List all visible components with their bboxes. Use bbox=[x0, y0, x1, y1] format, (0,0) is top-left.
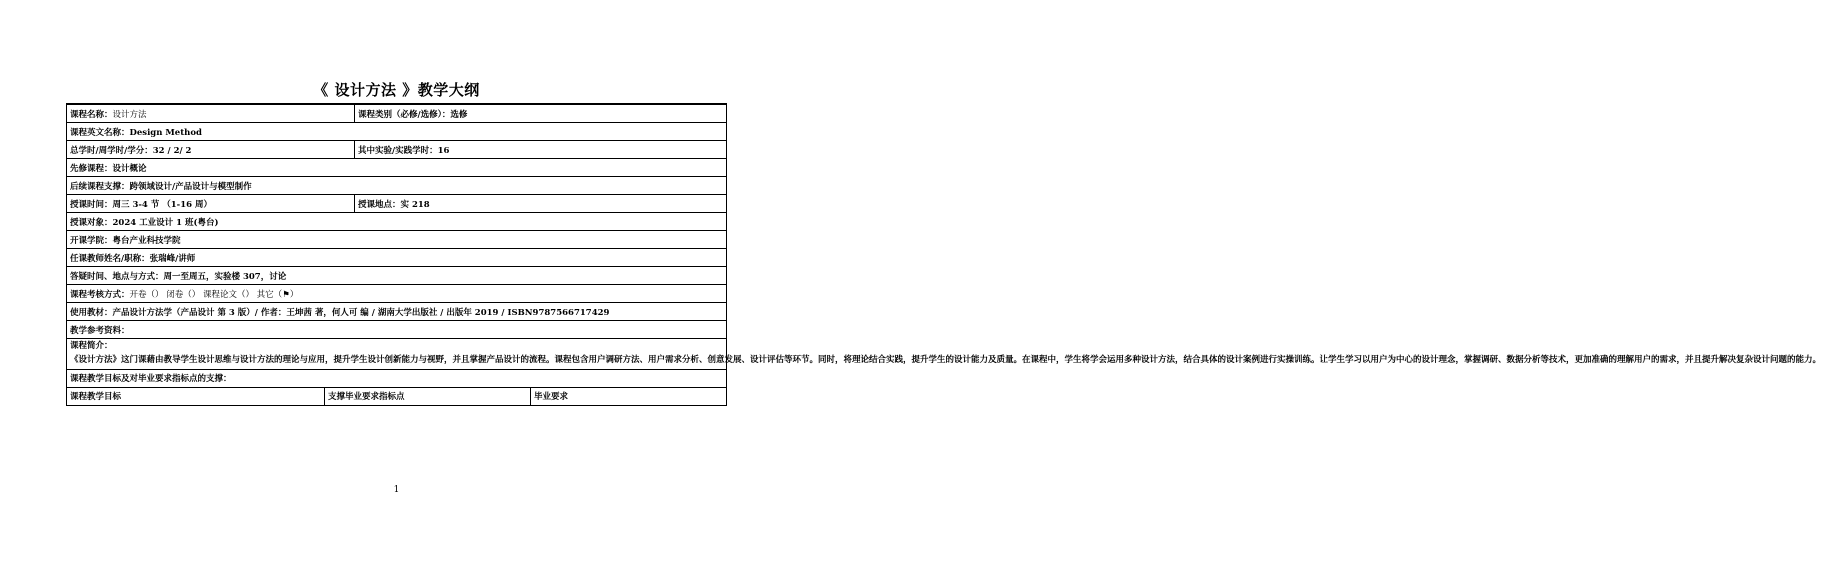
row-textbook bbox=[67, 303, 727, 321]
qa-cell bbox=[67, 267, 727, 285]
objectives-cell bbox=[67, 369, 727, 387]
row-college bbox=[67, 231, 727, 249]
row-qa bbox=[67, 267, 727, 285]
place-cell bbox=[355, 195, 727, 213]
objectives-label: 课程教学目标及对毕业要求指标点的支撑： bbox=[70, 374, 232, 384]
col-indicator-header: 支撑毕业要求指标点 bbox=[325, 387, 531, 405]
prereq-cell bbox=[67, 159, 727, 177]
textbook-cell bbox=[67, 303, 727, 321]
textbook-value: 产品设计方法学（产品设计 第 3 版）/ 作者：王坤茜 著，何人可 编 / 湖南大学出版社 / 出版年 2019 / ISBN9787566717429 bbox=[112, 307, 610, 318]
followup-label: 后续课程支撑： bbox=[70, 181, 130, 192]
row-target bbox=[67, 213, 727, 231]
teacher-label: 任课教师姓名/职称： bbox=[70, 253, 150, 264]
document-title: 《 设计方法 》教学大纲 bbox=[313, 81, 480, 99]
course-name-label: 课程名称： bbox=[70, 109, 113, 120]
time-value: 周三 3-4 节 （1-16 周） bbox=[112, 199, 212, 210]
col-requirement-header: 毕业要求 bbox=[531, 387, 727, 405]
exam-other-option: 其它（ bbox=[256, 289, 283, 300]
college-cell bbox=[67, 231, 727, 249]
course-category-value: 选修 bbox=[450, 109, 468, 120]
teacher-value: 张瑞峰/讲师 bbox=[149, 253, 196, 264]
hours-value: 32 / 2/ 2 bbox=[152, 145, 192, 156]
row-english-name bbox=[67, 123, 727, 141]
intro-label: 课程简介： bbox=[70, 341, 113, 351]
row-objectives-header bbox=[67, 387, 727, 405]
row-teacher bbox=[67, 249, 727, 267]
course-name-value: 设计方法 bbox=[112, 109, 147, 120]
place-value: 实 218 bbox=[400, 199, 430, 210]
intro-cell bbox=[67, 339, 1821, 370]
qa-value: 周一至周五，实验楼 307，讨论 bbox=[163, 271, 287, 282]
followup-value: 跨领域设计/产品设计与模型制作 bbox=[129, 181, 252, 192]
english-name-label: 课程英文名称： bbox=[70, 127, 130, 138]
row-hours bbox=[67, 141, 727, 159]
target-value: 2024 工业设计 1 班(粤台) bbox=[112, 217, 219, 228]
row-prereq bbox=[67, 159, 727, 177]
lab-hours-label: 其中实验/实践学时： bbox=[358, 145, 438, 156]
exam-cell bbox=[67, 285, 727, 303]
target-label: 授课对象： bbox=[70, 217, 113, 228]
row-intro bbox=[67, 339, 727, 370]
prereq-value: 设计概论 bbox=[112, 163, 147, 174]
exam-closed-option: 闭卷（） bbox=[166, 289, 201, 300]
refs-label: 教学参考资料： bbox=[70, 325, 130, 336]
row-exam bbox=[67, 285, 727, 303]
english-name-cell bbox=[67, 123, 727, 141]
target-cell bbox=[67, 213, 727, 231]
lab-hours-value: 16 bbox=[437, 145, 450, 156]
page-number: 1 bbox=[393, 485, 400, 495]
lab-hours-cell bbox=[355, 141, 727, 159]
row-followup bbox=[67, 177, 727, 195]
hours-label: 总学时/周学时/学分： bbox=[70, 145, 153, 156]
intro-text: 《设计方法》这门课藉由教导学生设计思维与设计方法的理论与应用，提升学生设计创新能力与视野，并且掌握产品设计的流程。课程包含用户调研方法、用户需求分析、创意发展、设计评估等环节。同时，将理论结合实践，提升学生的设计能力及质量。在课程中，学生将学会运用多种设计方法，结合具体的设计案例进行实操训练。让学生学习以用户为中心的设计理念，掌握调研、数据分析等技术，更加准确的理解用户的需求，并且提升解决复杂设计问题的能力。 bbox=[70, 355, 1821, 365]
time-label: 授课时间： bbox=[70, 199, 113, 210]
followup-cell bbox=[67, 177, 727, 195]
syllabus-table bbox=[66, 103, 1821, 406]
place-label: 授课地点： bbox=[358, 199, 401, 210]
college-label: 开课学院： bbox=[70, 235, 113, 246]
hours-cell bbox=[67, 141, 355, 159]
col-goal-header: 课程教学目标 bbox=[67, 387, 325, 405]
row-course-name bbox=[67, 104, 727, 123]
qa-label: 答疑时间、地点与方式： bbox=[70, 271, 164, 282]
time-cell bbox=[67, 195, 355, 213]
course-category-label: 课程类别（必修/选修）： bbox=[358, 109, 451, 120]
prereq-label: 先修课程： bbox=[70, 163, 113, 174]
flag-icon: ⚑ bbox=[282, 289, 290, 300]
course-category-cell bbox=[355, 104, 727, 123]
exam-other-close: ） bbox=[289, 289, 299, 300]
exam-open-option: 开卷（） bbox=[129, 289, 164, 300]
college-value: 粤台产业科技学院 bbox=[112, 235, 181, 246]
exam-label: 课程考核方式： bbox=[70, 289, 130, 300]
refs-cell bbox=[67, 321, 727, 339]
textbook-label: 使用教材： bbox=[70, 307, 113, 318]
exam-paper-option: 课程论文（） bbox=[202, 289, 254, 300]
teacher-cell bbox=[67, 249, 727, 267]
row-refs bbox=[67, 321, 727, 339]
row-objectives bbox=[67, 369, 727, 387]
english-name-value: Design Method bbox=[129, 127, 202, 138]
row-time-place bbox=[67, 195, 727, 213]
course-name-cell bbox=[67, 104, 355, 123]
